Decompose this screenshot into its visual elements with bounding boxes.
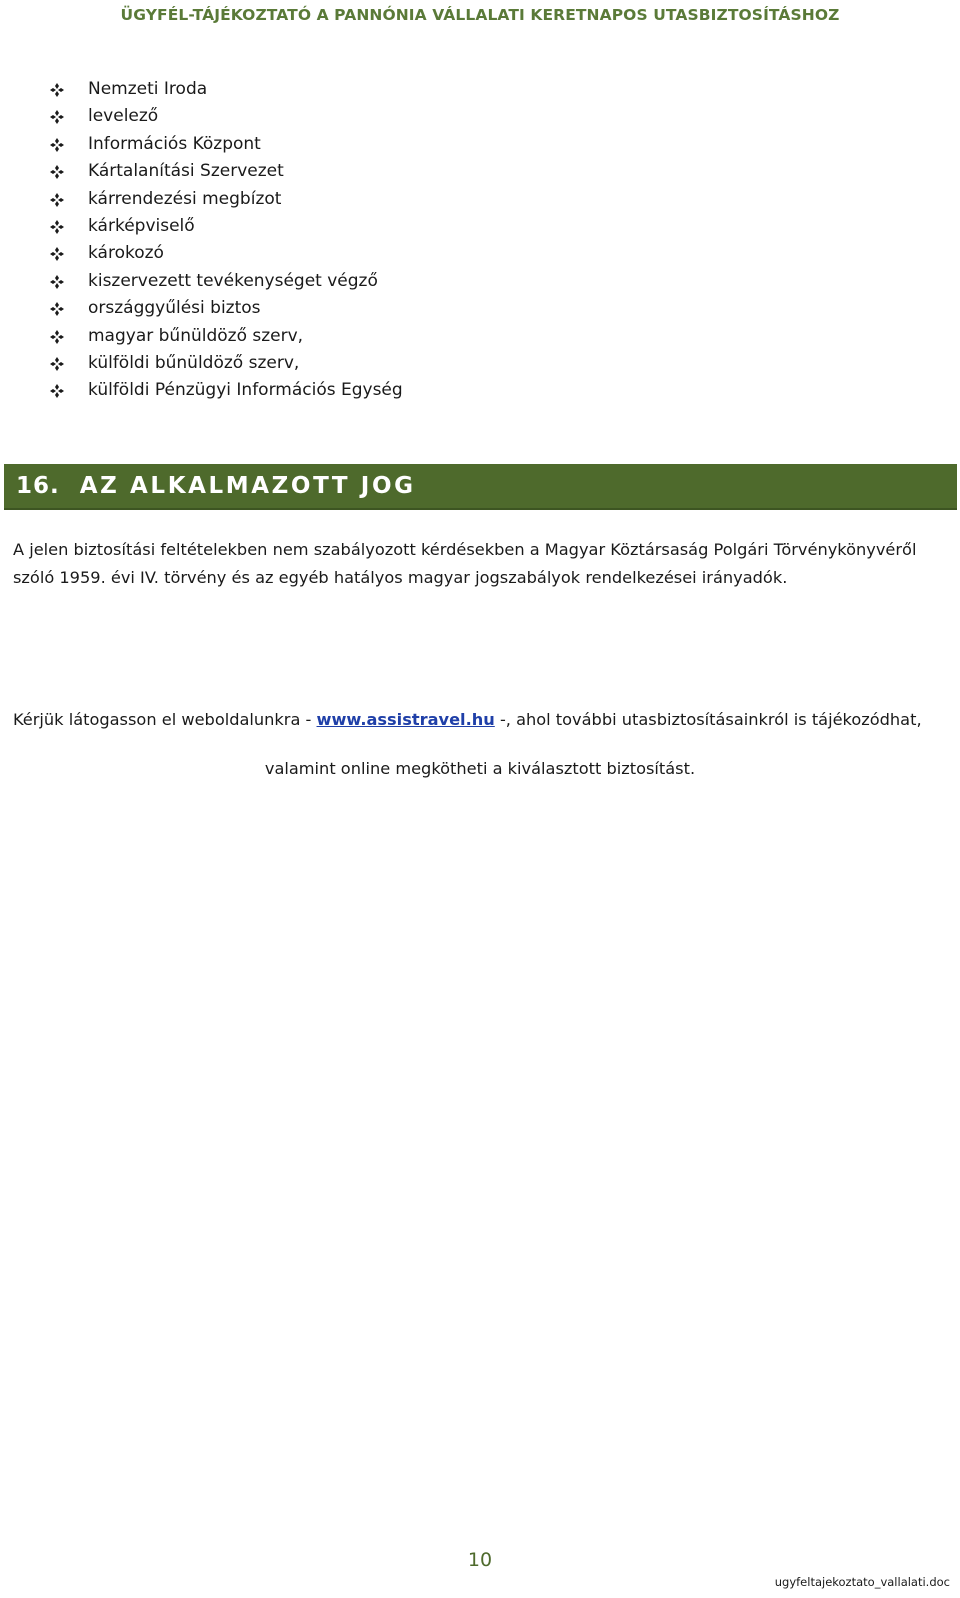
list-item-text: Információs Központ <box>88 133 261 154</box>
list-item-text: kárképviselő <box>88 215 195 236</box>
list-item <box>80 186 780 213</box>
bullet-list <box>80 76 780 405</box>
list-item-text: magyar bűnüldöző szerv, <box>88 325 304 346</box>
list-item <box>80 213 780 240</box>
list-item <box>80 350 780 377</box>
list-item-text: kárrendezési megbízot <box>88 188 282 209</box>
four-diamond-bullet-icon <box>50 247 64 261</box>
four-diamond-bullet-icon <box>50 384 64 398</box>
list-item-text: országgyűlési biztos <box>88 298 261 319</box>
four-diamond-bullet-icon <box>50 302 64 316</box>
four-diamond-bullet-icon <box>50 83 64 97</box>
website-invitation <box>13 706 953 734</box>
invitation-text-before: Kérjük látogasson el weboldalunkra - <box>13 710 317 729</box>
four-diamond-bullet-icon <box>50 165 64 179</box>
four-diamond-bullet-icon <box>50 330 64 344</box>
invitation-text-after: -, ahol további utasbiztosításainkról is tájékozódhat, <box>494 710 922 729</box>
list-item-text: külföldi bűnüldöző szerv, <box>88 352 300 373</box>
website-link[interactable]: www.assistravel.hu <box>316 710 495 729</box>
footer-filename: ugyfeltajekoztato_vallalati.doc <box>774 1575 950 1589</box>
section-paragraph: A jelen biztosítási feltételekben nem szabályozott kérdésekben a Magyar Köztársaság Polgári Törvénykönyvéről szóló 1959. évi IV. törvény és az egyéb hatályos magyar jogszabályok rendelkezései irányadók. <box>13 540 917 587</box>
page-number: 10 <box>467 1549 493 1571</box>
four-diamond-bullet-icon <box>50 357 64 371</box>
list-item <box>80 76 780 103</box>
list-item <box>80 323 780 350</box>
section-heading-band <box>4 464 957 510</box>
list-item <box>80 377 780 404</box>
list-item <box>80 295 780 322</box>
list-item-text: Nemzeti Iroda <box>88 79 208 99</box>
four-diamond-bullet-icon <box>50 220 64 234</box>
four-diamond-bullet-icon <box>50 275 64 289</box>
list-item-text: kiszervezett tevékenységet végző <box>88 270 378 291</box>
section-title: AZ ALKALMAZOTT JOG <box>79 473 416 499</box>
list-item <box>80 158 780 185</box>
list-item-text: levelező <box>88 106 159 127</box>
list-item-text: Kártalanítási Szervezet <box>88 161 284 182</box>
four-diamond-bullet-icon <box>50 138 64 152</box>
list-item <box>80 103 780 130</box>
list-item <box>80 268 780 295</box>
four-diamond-bullet-icon <box>50 110 64 124</box>
section-number: 16. <box>16 473 60 499</box>
invitation-second-line: valamint online megkötheti a kiválasztott biztosítást. <box>264 759 696 778</box>
list-item-text: külföldi Pénzügyi Információs Egység <box>88 380 403 401</box>
list-item <box>80 131 780 158</box>
list-item <box>80 240 780 267</box>
document-header: ÜGYFÉL-TÁJÉKOZTATÓ A PANNÓNIA VÁLLALATI KERETNAPOS UTASBIZTOSÍTÁSHOZ <box>120 6 840 24</box>
four-diamond-bullet-icon <box>50 193 64 207</box>
list-item-text: károkozó <box>88 243 164 264</box>
